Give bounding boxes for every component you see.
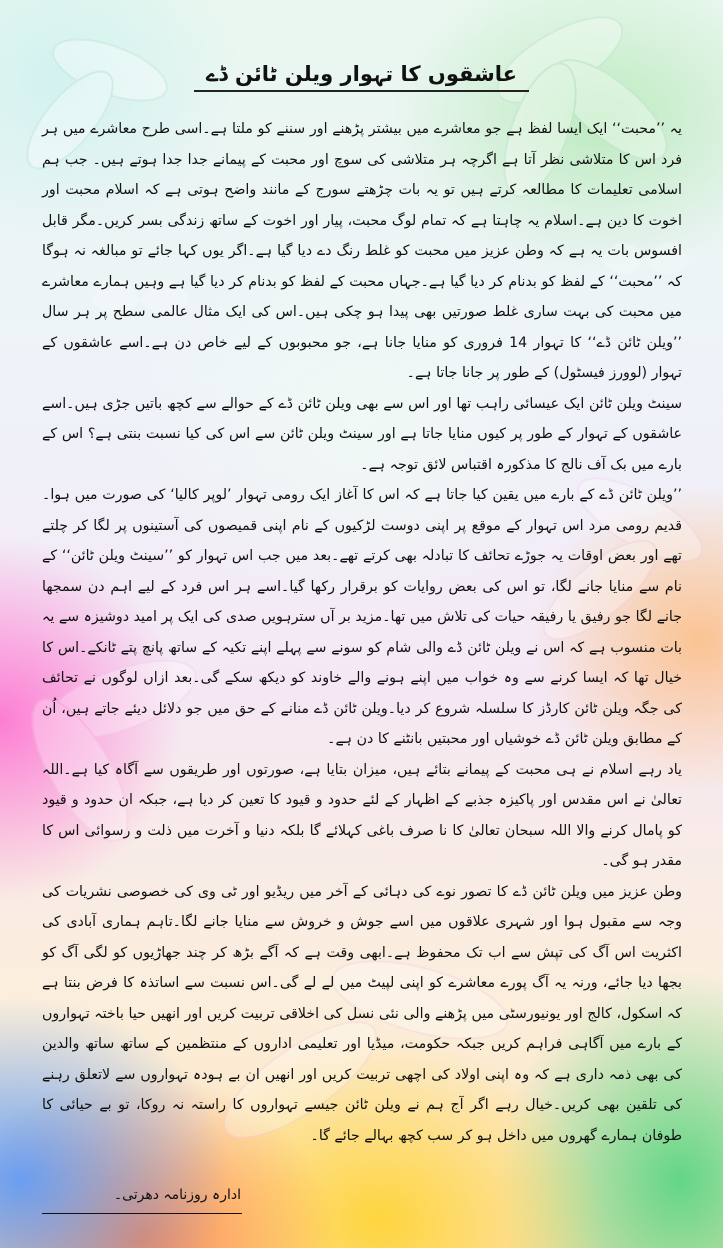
article-title-text: عاشقوں کا تہوار ویلن ٹائن ڈے — [194, 62, 529, 92]
paragraph: ’’ویلن ٹائن ڈے کے بارے میں یقین کیا جاتا ہے کہ اس کا آغاز ایک رومی تہوار ’لوپر کالیا‘ کی صورت میں ہوا۔قدیم رومی مرد اس تہوار کے موقع پر اپنی دوست لڑکیوں کے نام اپنی قمیصوں کی آستینوں پر لگا کر چلتے تھے اور بعض اوقات یہ جوڑے تحائف کا تبادلہ بھی کرتے تھے۔بعد میں جب اس تہوار کو ’’سینٹ ویلن ٹائن‘‘ کے نام سے منایا جانے لگا، تو اس کی بعض روایات کو برقرار رکھا گیا۔اسے ہر اس فرد کے لیے اہم دن سمجھا جانے لگا جو رفیق یا رفیقہ حیات کی تلاش میں تھا۔مزید بر آں سترہویں صدی کی ایک پر امید دوشیزہ سے یہ بات منسوب ہے کہ اس نے ویلن ٹائن ڈے والی شام کو سونے سے پہلے اپنے تکیہ کے ساتھ پانچ پتے ٹانکے۔اس کا خیال تھا کہ ایسا کرنے سے وہ خواب میں اپنے ہونے والے خاوند کو دیکھ سکے گی۔بعد ازاں لوگوں نے تحائف کی جگہ ویلن ٹائن کارڈز کا سلسلہ شروع کر دیا۔ویلن ٹائن ڈے منانے کے حق میں جو دلائل دیئے جاتے ہیں، اُن کے مطابق ویلن ٹائن ڈے خوشیاں اور محبتیں بانٹنے کا دن ہے۔ — [42, 487, 682, 747]
signature: ادارہ روزنامہ دھرتی۔ — [113, 1187, 241, 1203]
article-body — [42, 114, 682, 1151]
paragraph: یاد رہے اسلام نے ہی محبت کے پیمانے بتائے ہیں، میزان بتایا ہے، صورتوں اور طریقوں سے آگاہ کیا ہے۔اللہ تعالیٰ نے اس مقدس اور پاکیزہ جذبے کے اظہار کے لئے حدود و قیود کا تعین کر دیا ہے، جبکہ ان حدود و قیود کو پامال کرنے والا اللہ سبحان تعالیٰ کا نا صرف باغی کہلائے گا بلکہ دنیا و آخرت میں ذلت و رسوائی اس کا مقدر ہو گی۔ — [42, 761, 682, 869]
paragraph: سینٹ ویلن ٹائن ایک عیسائی راہب تھا اور اس سے بھی ویلن ٹائن ڈے کے حوالے سے کچھ باتیں جڑی ہیں۔اسے عاشقوں کے تہوار کے طور پر کیوں منایا جاتا ہے اور سینٹ ویلن ٹائن سے اس کی کیا نسبت بنتی ہے؟ اس کے بارے میں بک آف نالج کا مذکورہ اقتباس لائق توجہ ہے۔ — [42, 395, 682, 473]
signature-underline — [42, 1213, 242, 1214]
paragraph: یہ ’’محبت‘‘ ایک ایسا لفظ ہے جو معاشرے میں بیشتر پڑھنے اور سننے کو ملتا ہے۔اسی طرح معاشرے میں ہر فرد اس کا متلاشی نظر آتا ہے اگرچہ ہر متلاشی کی سوچ اور محبت کے پیمانے جدا جدا ہوتے ہیں۔ جب ہم اسلامی تعلیمات کا مطالعہ کرتے ہیں تو یہ بات چڑھتے سورج کے مانند واضح ہوتی ہے کہ اسلام محبت اور اخوت کا دین ہے۔اسلام یہ چاہتا ہے کہ تمام لوگ محبت، پیار اور اخوت کے ساتھ زندگی بسر کریں۔مگر قابل افسوس بات یہ ہے کہ وطن عزیز میں محبت کو غلط رنگ دے دیا گیا ہے۔اگر یوں کہا جائے تو مبالغہ نہ ہوگا کہ ’’محبت‘‘ کے لفظ کو بدنام کر دیا گیا ہے۔جہاں محبت کے لفظ کو بدنام کر دیا گیا ہے وہیں ہمارے معاشرے میں محبت کی بہت ساری غلط صورتیں بھی پیدا ہو چکی ہیں۔اس کی ایک مثال عالمی سطح پر ہر سال ’’ویلن ٹائن ڈے‘‘ کا تہوار 14 فروری کو منایا جانا ہے، جو محبوبوں کے لیے خاص دن ہے۔اسے عاشقوں کے تہوار (لوورز فیسٹول) کے طور پر جانا جاتا ہے۔ — [42, 121, 682, 381]
paragraph: وطن عزیز میں ویلن ٹائن ڈے کا تصور نوے کی دہائی کے آخر میں ریڈیو اور ٹی وی کی خصوصی نشریات کی وجہ سے مقبول ہوا اور شہری علاقوں میں اسے جوش و خروش سے منایا جانے لگا۔تاہم ہماری آبادی کی اکثریت اس آگ کی تپش سے اب تک محفوظ ہے۔ابھی وقت ہے کہ آگے بڑھ کر چند جھاڑیوں کو لگی آگ کو بجھا دیا جائے، ورنہ یہ آگ پورے معاشرے کو اپنی لپیٹ میں لے لے گی۔اس نسبت سے اساتذہ کا فرض بنتا ہے کہ اسکول، کالج اور یونیورسٹی میں پڑھنے والی نئی نسل کی اخلاقی تربیت کریں اور انھیں حیا باختہ تہواروں کے بارے میں آگاہی فراہم کریں جبکہ حکومت، میڈیا اور تعلیمی اداروں کے منتظمین کے ساتھ ساتھ والدین کی بھی ذمہ داری ہے کہ وہ اپنی اولاد کی اچھی تربیت کریں اور انھیں ان بے ہودہ تہواروں سے لاتعلق رہنے کی تلقین بھی کریں۔خیال رہے اگر آج ہم نے ویلن ٹائن جیسے تہواروں کا راستہ نہ روکا، تو بے حیائی کا طوفان ہمارے گھروں میں داخل ہو کر سب کچھ بہالے جائے گا۔ — [42, 883, 682, 1144]
article-title — [0, 62, 723, 92]
